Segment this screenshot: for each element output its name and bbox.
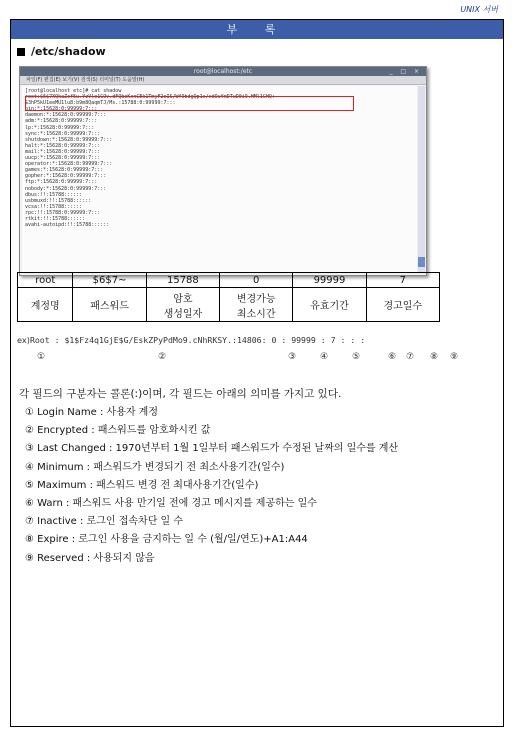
- terminal-line: vcsa:!!:15788::::::: [25, 203, 83, 210]
- shadow-fields-table: [17, 272, 440, 322]
- list-item: ⑨ Reserved : 사용되지 않음: [25, 552, 155, 564]
- terminal-line: daemon:*:15628:0:99999:7:::: [25, 112, 107, 119]
- header-tag: UNIX 서버: [460, 5, 498, 14]
- field-marker: ⑤: [352, 352, 361, 362]
- section-title-text: /etc/shadow: [31, 45, 106, 58]
- terminal-line: avahi-autoipd:!!:15788::::::: [25, 222, 110, 229]
- table-row-values: [18, 273, 440, 288]
- table-header-cell: 변경가능 최소시간: [220, 288, 293, 322]
- terminal-line: ftp:*:15628:0:99999:7:::: [25, 179, 98, 186]
- list-item: ② Encrypted : 패스워드를 암호화시킨 값: [25, 425, 211, 437]
- table-cell: 99999: [293, 273, 366, 288]
- list-item: ③ Last Changed : 1970년부터 1월 1일부터 패스워드가 수정된 날짜의 일수를 계산: [25, 443, 399, 455]
- terminal-line: [root@localhost etc]# cat shadow: [25, 88, 122, 94]
- terminal-scrollbar: [418, 86, 425, 272]
- highlight-box: [25, 96, 354, 111]
- terminal-line: halt:*:15628:0:99999:7:::: [25, 142, 101, 149]
- field-description: 각 필드의 구분자는 콜론(:)이며, 각 필드는 아래의 의미를 가지고 있다.: [19, 388, 342, 400]
- field-marker: ③: [288, 352, 297, 362]
- field-marker: ①: [37, 352, 46, 362]
- table-cell: 15788: [146, 273, 219, 288]
- field-list: [25, 404, 398, 568]
- terminal-menubar: 파일(F) 편집(E) 보기(V) 검색(S) 터미널(T) 도움말(H): [20, 76, 426, 85]
- terminal-line: nobody:*:15628:0:99999:7:::: [25, 185, 107, 192]
- terminal-line: lp:*:15628:0:99999:7:::: [25, 124, 95, 131]
- list-item: ⑧ Expire : 로그인 사용을 금지하는 일 수 (월/일/연도)+A1:A44: [25, 534, 308, 546]
- example-prefix: ex): [17, 335, 30, 345]
- terminal-line: shutdown:*:15628:0:99999:7:::: [25, 136, 113, 143]
- terminal-line: gopher:*:15628:0:99999:7:::: [25, 173, 107, 180]
- terminal-line: usbmuxd:!!:15788::::::: [25, 197, 92, 204]
- field-marker: ⑥: [388, 352, 397, 362]
- appendix-banner: 부 록: [11, 20, 503, 39]
- table-header-cell: 계정명: [18, 288, 73, 322]
- terminal-output: [22, 86, 417, 272]
- page-frame: [10, 19, 504, 727]
- example-text: Root : $1$Fz4q1GjE$G/EskZPyPdMo9.cNhRKSY.:14806: 0 : 99999 : 7 : : :: [29, 335, 366, 345]
- list-item: ⑦ Inactive : 로그인 접속차단 일 수: [25, 516, 184, 528]
- section-title: [17, 45, 106, 58]
- square-bullet-icon: [17, 48, 25, 56]
- list-item: ④ Minimum : 패스워드가 변경되기 전 최소사용기간(일수): [25, 461, 285, 473]
- field-marker: ④: [320, 352, 329, 362]
- terminal-line: adm:*:15628:0:99999:7:::: [25, 118, 98, 125]
- table-cell: $6$7~: [73, 273, 146, 288]
- table-header-cell: 암호 생성일자: [146, 288, 219, 322]
- list-item: ① Login Name : 사용자 계정: [25, 407, 159, 418]
- list-item: ⑤ Maximum : 패스워드 변경 전 최대사용기간(일수): [25, 479, 259, 491]
- terminal-line: mail:*:15628:0:99999:7:::: [25, 148, 101, 155]
- scrollbar-thumb: [418, 257, 425, 267]
- terminal-line: uucp:*:15628:0:99999:7:::: [25, 155, 101, 162]
- example-line: [17, 335, 365, 345]
- table-cell: 0: [220, 273, 293, 288]
- table-header-cell: 유효기간: [293, 288, 366, 322]
- terminal-line: bin:*:15628:0:99999:7:::: [25, 106, 98, 113]
- window-buttons-icon: _ □ ×: [389, 68, 422, 75]
- table-header-cell: 경고일수: [366, 288, 439, 322]
- terminal-title: root@localhost:/etc: [193, 68, 253, 75]
- terminal-screenshot: [19, 66, 427, 276]
- terminal-line: rtkit:!!:15788::::::: [25, 215, 86, 222]
- terminal-line: rpc:!!:15788:0:99999:7:::: [25, 209, 101, 216]
- table-cell: 7: [366, 273, 439, 288]
- field-marker: ⑦: [406, 352, 415, 362]
- terminal-line: sync:*:15628:0:99999:7:::: [25, 130, 101, 137]
- terminal-line: operator:*:15628:0:99999:7:::: [25, 161, 113, 168]
- list-item: ⑥ Warn : 패스워드 사용 만기일 전에 경고 메시지를 제공하는 일수: [25, 498, 317, 510]
- terminal-titlebar: [20, 67, 426, 76]
- terminal-line: games:*:15628:0:99999:7:::: [25, 167, 104, 174]
- table-row-headers: [18, 288, 440, 322]
- field-marker: ⑧: [430, 352, 439, 362]
- field-marker: ⑨: [450, 352, 459, 362]
- terminal-line: dbus:!!:15788::::::: [25, 191, 83, 198]
- terminal-line: root:$6$7XQkaZcf5w.YzVle1GOv.dFQbeKxnCEk1TmyF2oIS/Wf9bdgQp1s/xdOuYmDTuD0i9.HMl1CHQ:: [25, 94, 275, 101]
- field-marker: ②: [158, 352, 167, 362]
- table-cell: root: [18, 273, 73, 288]
- table-header-cell: 패스워드: [73, 288, 146, 322]
- terminal-line: $3hP5kU1eeMU1lu8:b9m8QaqmTJ/Ms.:15788:0:99999:7:::: [25, 100, 176, 107]
